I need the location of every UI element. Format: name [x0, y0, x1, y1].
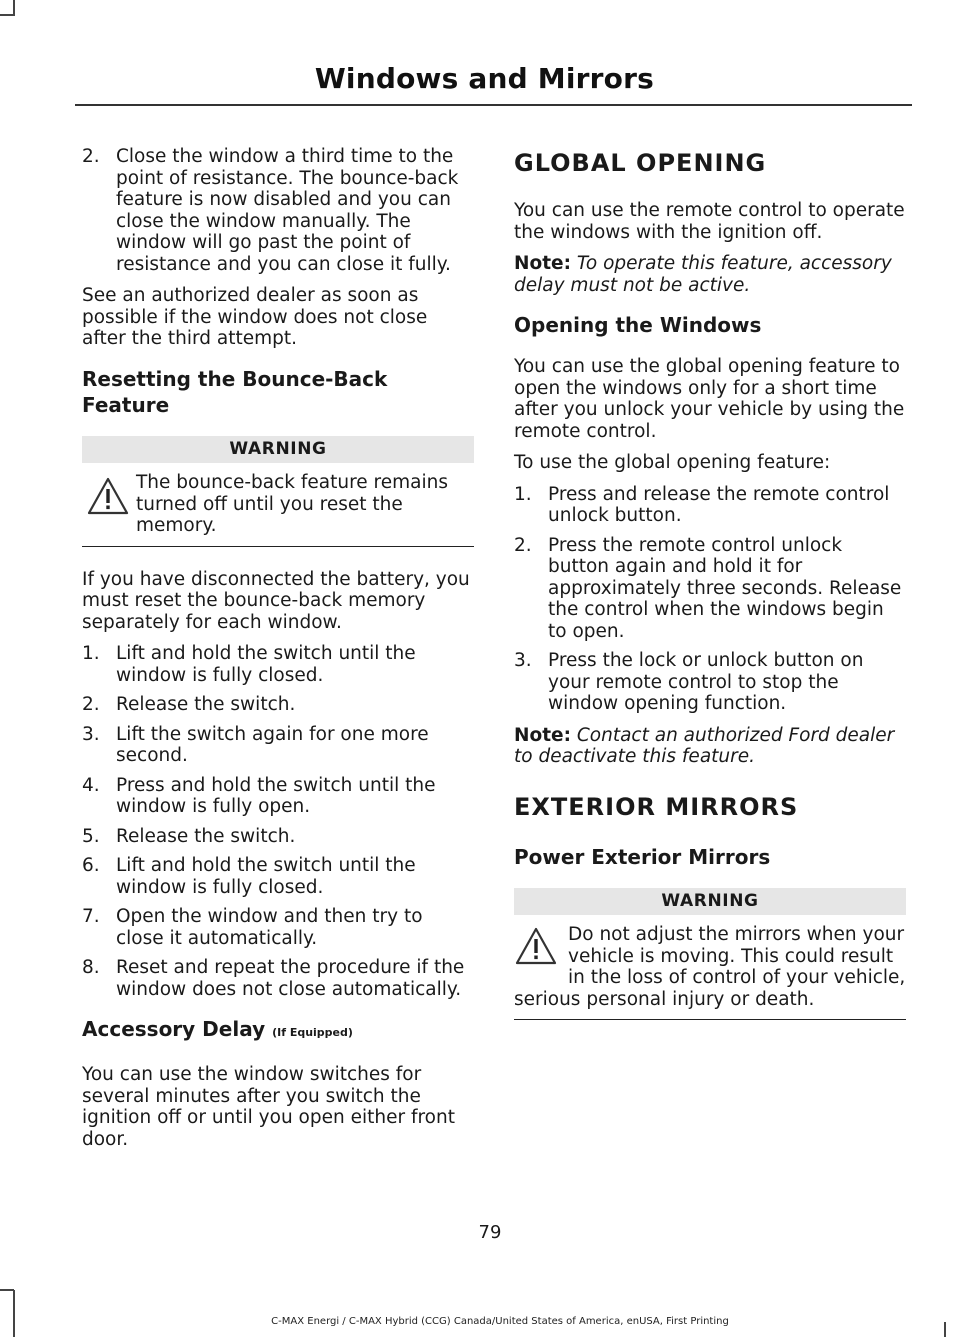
warning-text: The bounce-back feature remains turned off until you reset the memory. [136, 472, 448, 536]
touse-paragraph: To use the global opening feature: [514, 452, 831, 473]
accessory-heading-text: Accessory Delay [82, 1017, 266, 1041]
list-item [82, 694, 474, 716]
list-number: 4. [82, 774, 100, 796]
list-item [82, 146, 474, 275]
left-column [82, 146, 474, 1160]
list-text: Press the lock or unlock button on your remote control to stop the window opening function. [548, 650, 864, 714]
warning-title: WARNING [514, 888, 906, 916]
opening-paragraph: You can use the global opening feature to open the windows only for a short time after you unlock your vehicle by using the remote control. [514, 356, 905, 442]
list-text: Release the switch. [116, 694, 296, 715]
list-item [82, 826, 474, 848]
power-mirrors-heading: Power Exterior Mirrors [514, 844, 771, 869]
list-number: 3. [82, 723, 100, 745]
warning-body [82, 472, 474, 537]
list-text: Open the window and then try to close it automatically. [116, 906, 423, 949]
list-number: 8. [82, 957, 100, 978]
page-footer: C-MAX Energi / C-MAX Hybrid (CCG) Canada/United States of America, enUSA, First Printing [271, 1316, 729, 1327]
note-label: Note: [514, 724, 571, 746]
list-text: Close the window a third time to the point of resistance. The bounce-back feature is now disabled and you can close the window manually. The window will go past the point of resistance and you can close it fully. [116, 146, 459, 275]
global-opening-heading: GLOBAL OPENING [514, 149, 767, 177]
accessory-tag: (If Equipped) [272, 1026, 353, 1039]
global-steps-list [514, 484, 906, 715]
list-item [514, 650, 906, 715]
section-title: Windows and Mirrors [314, 62, 654, 95]
accessory-heading [82, 1016, 474, 1046]
note-accessory [514, 253, 906, 296]
list-number: 1. [514, 483, 532, 505]
crop-mark [0, 1289, 14, 1291]
warning-triangle-icon [86, 476, 130, 516]
list-number: 2. [82, 146, 100, 167]
warning-box [82, 436, 474, 547]
list-number: 7. [82, 906, 100, 927]
list-number: 2. [82, 694, 100, 715]
warning-text: Do not adjust the mirrors when your vehicle is moving. This could result in the loss of control of your vehicle, serious personal injury or death. [514, 924, 906, 1010]
reset-steps-list [82, 643, 474, 1000]
note-dealer [514, 725, 906, 768]
note-label: Note: [514, 253, 571, 274]
list-text: Reset and repeat the procedure if the window does not close automatically. [116, 957, 465, 1000]
crop-mark [13, 1290, 15, 1337]
list-item [82, 957, 474, 1000]
list-item [82, 643, 474, 686]
reset-heading: Resetting the Bounce-Back Feature [82, 366, 388, 417]
list-item [82, 855, 474, 898]
list-item [514, 484, 906, 527]
list-text: Release the switch. [116, 825, 296, 847]
list-text: Press the remote control unlock button again and hold it for approximately three seconds. Release the control when the windows begin to open. [548, 534, 902, 642]
list-item [82, 906, 474, 949]
list-item [82, 724, 474, 767]
list-text: Press and hold the switch until the window is fully open. [116, 774, 436, 817]
list-text: Lift and hold the switch until the window is fully closed. [116, 855, 416, 898]
dealer-paragraph: See an authorized dealer as soon as possible if the window does not close after the third attempt. [82, 285, 428, 349]
header-rule [75, 104, 912, 106]
warning-box [514, 888, 906, 1021]
list-text: Lift the switch again for one more second. [116, 723, 429, 766]
warning-title: WARNING [82, 436, 474, 464]
note-text: To operate this feature, accessory delay must not be active. [514, 253, 892, 296]
list-number: 2. [514, 534, 532, 556]
global-paragraph: You can use the remote control to operate the windows with the ignition off. [514, 200, 905, 243]
warning-triangle-icon [514, 926, 558, 966]
list-text: Press and release the remote control unlock button. [548, 483, 890, 526]
list-number: 1. [82, 643, 100, 664]
list-number: 6. [82, 855, 100, 876]
warning-body [514, 924, 906, 1010]
exterior-mirrors-heading: EXTERIOR MIRRORS [514, 792, 799, 821]
continued-list [82, 146, 474, 275]
disconnect-paragraph: If you have disconnected the battery, you must reset the bounce-back memory separately for each window. [82, 568, 470, 633]
list-number: 3. [514, 650, 532, 671]
right-column [514, 146, 906, 1042]
list-item [82, 775, 474, 818]
crop-mark [0, 14, 14, 16]
opening-heading: Opening the Windows [514, 313, 762, 337]
accessory-paragraph: You can use the window switches for several minutes after you switch the ignition off or until you open either front door. [82, 1064, 455, 1150]
note-text: Contact an authorized Ford dealer to deactivate this feature. [514, 724, 895, 767]
list-number: 5. [82, 825, 100, 847]
list-text: Lift and hold the switch until the window is fully closed. [116, 643, 416, 686]
list-item [514, 535, 906, 643]
page-number: 79 [478, 1222, 502, 1243]
